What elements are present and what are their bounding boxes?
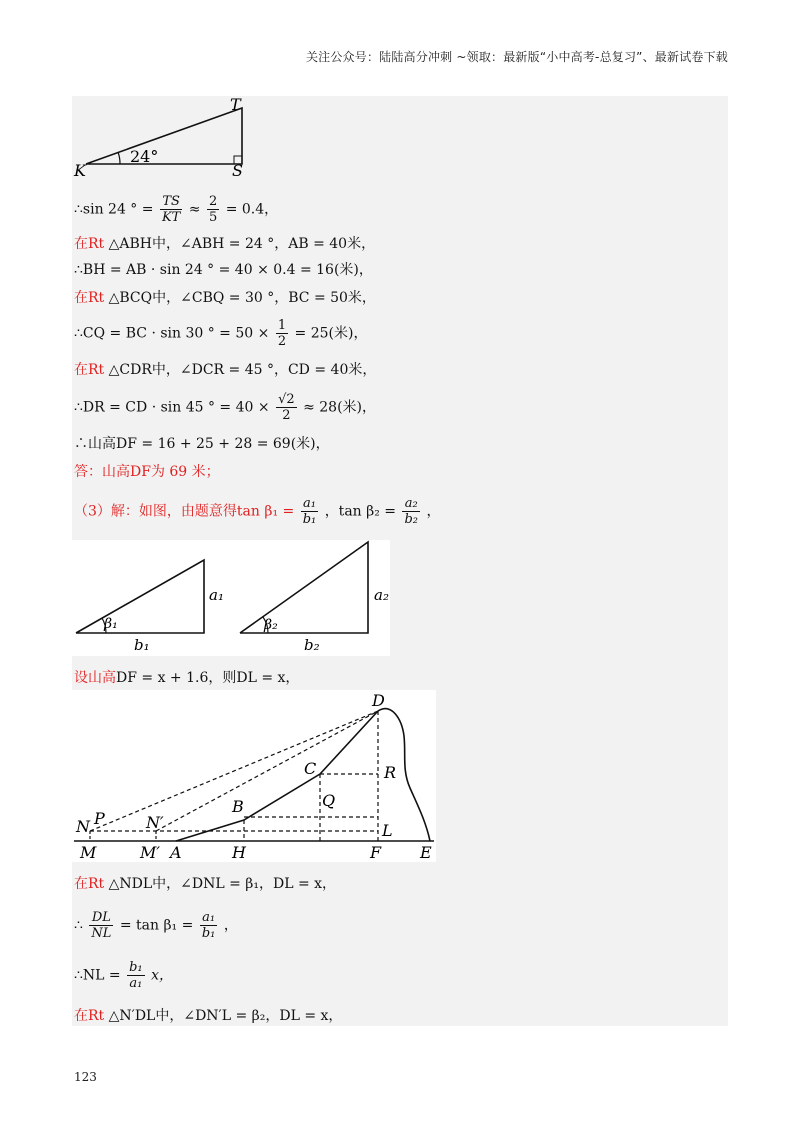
label-L: L	[382, 821, 393, 840]
beta-triangles-figure	[72, 540, 390, 656]
label-S: S	[232, 161, 243, 180]
page-number: 123	[74, 1070, 97, 1084]
label-F: F	[370, 843, 382, 862]
label-a2: a₂	[374, 586, 389, 604]
line-nl: ∴NL = $\frac{\text{b₁}}{\text{a₁}}$ x，	[74, 960, 173, 991]
line-cq: ∴CQ = BC · sin 30 ° = 50 × $\frac{1}{2}$ = 25(米)，	[74, 318, 368, 349]
label-beta1: β₁	[104, 616, 118, 632]
frac-2-5: $\frac{2}{5}$	[208, 194, 218, 225]
line-answer: 答：山高DF为 69 米；	[74, 464, 220, 480]
frac-dl-nl: $\frac{DL}{NL}$	[91, 910, 112, 941]
label-R: R	[384, 763, 397, 782]
label-T: T	[230, 96, 241, 114]
line-bh: ∴BH = AB · sin 24 ° = 40 × 0.4 = 16(米)，	[74, 262, 373, 278]
label-E: E	[420, 843, 432, 862]
label-M-prime: M′	[140, 843, 161, 862]
line-abh: 在Rt △ABH中，∠ABH = 24 °，AB = 40米，	[74, 236, 376, 252]
frac-sqrt2-2: $\frac{√2}{2}$	[278, 392, 295, 423]
line-ndl: 在Rt △NDL中，∠DNL = β₁，DL = x，	[74, 876, 337, 892]
line-sin24: ∴sin 24 ° = $\frac{TS}{KT}$ ≈ $\frac{2}{5}$ = 0.4，	[74, 194, 279, 225]
line-cdr: 在Rt △CDR中，∠DCR = 45 °，CD = 40米，	[74, 362, 377, 378]
triangle-kst-figure	[72, 96, 252, 182]
label-b2: b₂	[304, 636, 320, 654]
line-dr: ∴DR = CD · sin 45 ° = 40 × $\frac{√2}{2}$ ≈ 28(米)，	[74, 392, 377, 423]
label-a1: a₁	[209, 586, 224, 604]
frac-1-2: $\frac{1}{2}$	[277, 318, 287, 349]
label-Q: Q	[322, 791, 336, 810]
label-H: H	[232, 843, 246, 862]
label-P: P	[94, 809, 105, 828]
line-df: ∴山高DF = 16 + 25 + 28 = 69(米)，	[74, 436, 330, 452]
mountain-figure	[72, 690, 436, 862]
line-bcq: 在Rt △BCQ中，∠CBQ = 30 °，BC = 50米，	[74, 290, 376, 306]
label-N: N	[76, 817, 90, 836]
frac-a1-b1: $\frac{\text{a₁}}{\text{b₁}}$	[302, 496, 317, 527]
label-b1: b₁	[134, 636, 150, 654]
frac-a1-b1-2: $\frac{\text{a₁}}{\text{b₁}}$	[201, 910, 216, 941]
line-dl-nl: ∴ $\frac{DL}{NL}$ = tan β₁ = $\frac{\text{a₁}}{\text{b₁}}$ ，	[74, 910, 238, 941]
label-C: C	[304, 759, 317, 778]
line-n-prime-dl: 在Rt △N′DL中，∠DN′L = β₂，DL = x，	[74, 1008, 343, 1024]
label-M: M	[80, 843, 97, 862]
line-set-height: 设山高DF = x + 1.6，则DL = x，	[74, 670, 300, 686]
label-beta2: β₂	[264, 617, 278, 633]
label-angle: 24°	[130, 147, 159, 166]
frac-b1-a1: $\frac{\text{b₁}}{\text{a₁}}$	[129, 960, 143, 991]
frac-ts-kt: $\frac{TS}{KT}$	[161, 194, 181, 225]
label-K: K	[74, 161, 86, 180]
label-N-prime: N′	[146, 813, 164, 832]
label-D: D	[372, 691, 385, 710]
label-A: A	[170, 843, 182, 862]
page-header: 关注公众号：陆陆高分冲刺 ~领取：最新版“小中高考-总复习”、最新试卷下载	[305, 50, 728, 64]
line-part3: （3）解：如图，由题意得tan β₁ = $\frac{\text{a₁}}{\text{b₁}}$ ，tan β₂ = $\frac{\text{a₂}}{\text{b₂}}$ ，	[74, 496, 441, 527]
frac-a2-b2: $\frac{\text{a₂}}{\text{b₂}}$	[404, 496, 419, 527]
label-B: B	[232, 797, 244, 816]
